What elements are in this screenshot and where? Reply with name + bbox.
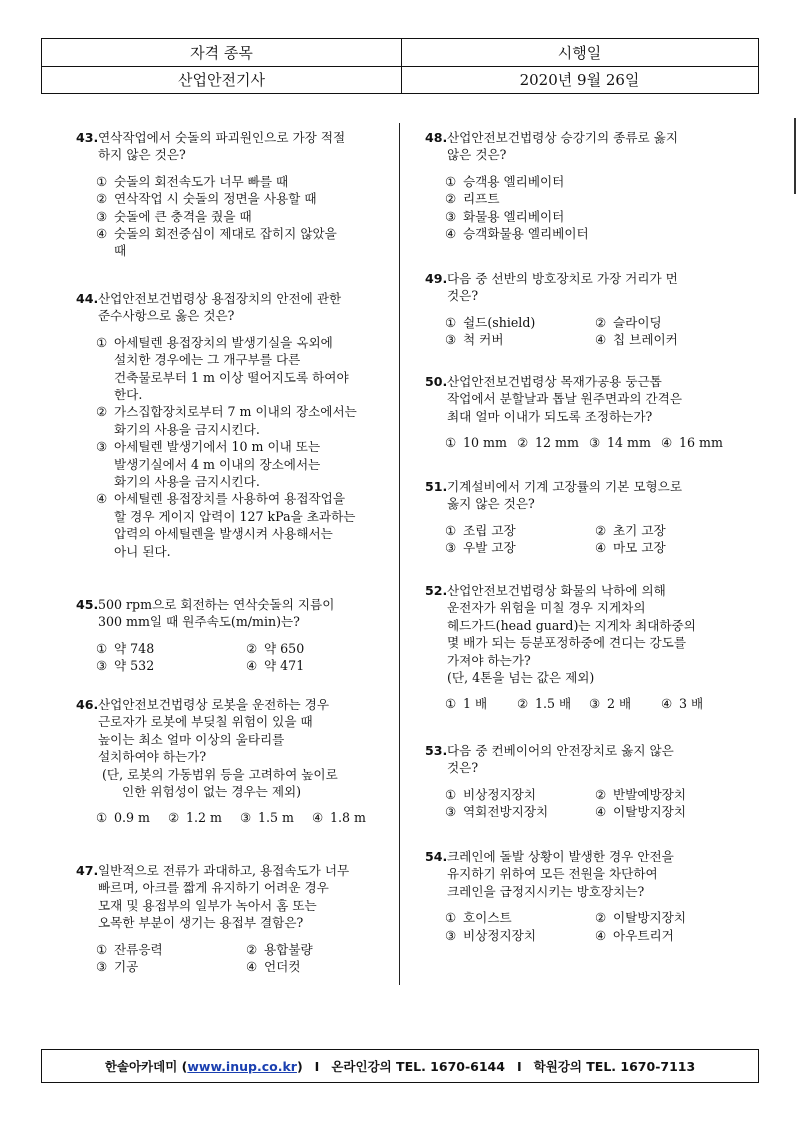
option-text: 조립 고장: [463, 522, 516, 538]
answer-option[interactable]: [595, 927, 745, 944]
answer-option[interactable]: [445, 314, 595, 331]
page-edge-mark: [794, 118, 796, 194]
question-stem-line: 운전자가 위험을 미칠 경우 지게차의: [447, 600, 646, 616]
option-marker: ③: [445, 804, 457, 820]
option-marker: ①: [96, 334, 108, 350]
question-stem-line: 설치하여야 하는가?: [98, 749, 207, 765]
question-52: [425, 582, 745, 713]
option-marker: ①: [96, 640, 108, 656]
option-marker: ③: [445, 927, 457, 943]
question-stem-line: 헤드가드(head guard)는 지게차 최대하중의: [447, 617, 696, 633]
answer-option[interactable]: [246, 640, 396, 657]
option-text: 약 471: [264, 658, 305, 674]
question-stem-line: 하지 않은 것은?: [98, 147, 186, 163]
option-text: 약 532: [114, 658, 155, 674]
question-stem-line: 옳지 않은 것은?: [447, 496, 535, 512]
answer-option[interactable]: [246, 958, 396, 975]
option-text: 리프트: [463, 191, 500, 207]
answer-option[interactable]: [96, 490, 386, 560]
option-marker: ④: [96, 491, 108, 507]
option-text: 화물용 엘리베이터: [463, 208, 565, 224]
option-list: [425, 314, 745, 349]
option-text: 2 배: [607, 696, 632, 712]
header-table: [41, 38, 759, 94]
answer-option[interactable]: [96, 438, 386, 490]
question-50: [425, 373, 745, 452]
option-text: 10 mm: [463, 435, 507, 451]
option-list: [425, 173, 745, 243]
answer-option[interactable]: [517, 695, 589, 712]
option-marker: ①: [96, 941, 108, 957]
footer-online: 온라인강의 TEL. 1670-6144: [331, 1059, 505, 1074]
answer-option[interactable]: [445, 909, 595, 926]
answer-option[interactable]: [96, 809, 168, 826]
question-number: 54.: [425, 849, 448, 864]
question-stem-line: 빠르며, 아크를 짧게 유지하기 어려운 경우: [98, 880, 329, 896]
option-marker: ②: [445, 191, 457, 207]
option-marker: ③: [96, 658, 108, 674]
option-marker: ④: [595, 804, 607, 820]
option-text: 반발예방장치: [613, 786, 686, 802]
footer-separator: I: [314, 1058, 320, 1074]
question-stem-line: 산업안전보건법령상 화물의 낙하에 의해: [447, 583, 666, 598]
question-stem-line: 산업안전보건법령상 용접장치의 안전에 관한: [98, 291, 342, 306]
option-marker: ②: [246, 640, 258, 656]
question-stem-line: 최대 얼마 이내가 되도록 조정하는가?: [447, 408, 653, 424]
question-number: 51.: [425, 479, 448, 494]
answer-option[interactable]: [240, 809, 312, 826]
option-list: [425, 522, 745, 557]
question-stem-line: 500 rpm으로 회전하는 연삭숫돌의 지름이: [98, 597, 335, 612]
question-45: [76, 596, 386, 675]
option-text: 척 커버: [463, 332, 504, 348]
answer-option[interactable]: [445, 786, 595, 803]
option-marker: ①: [445, 173, 457, 189]
option-text: 아세틸렌 발생기에서 10 m 이내 또는: [114, 439, 321, 455]
option-text-continued: 압력의 아세틸렌을 발생시켜 사용해서는: [114, 526, 333, 542]
question-note-line: 인한 위험성이 없는 경우는 제외): [122, 784, 302, 800]
option-text: 16 mm: [679, 435, 723, 451]
option-list: [425, 909, 745, 944]
option-marker: ③: [445, 208, 457, 224]
answer-option[interactable]: [595, 539, 745, 556]
question-stem-line: 산업안전보건법령상 로봇을 운전하는 경우: [98, 697, 329, 712]
option-marker: ②: [517, 696, 529, 712]
option-text-continued: 설치한 경우에는 그 개구부를 다른: [114, 352, 301, 368]
answer-option[interactable]: [445, 803, 595, 820]
option-text-continued: 건축물로부터 1 m 이상 떨어지도록 하여야: [114, 369, 349, 385]
option-text: 우발 고장: [463, 540, 516, 556]
option-text-continued: 할 경우 게이지 압력이 127 kPa을 초과하는: [114, 508, 356, 524]
answer-option[interactable]: [661, 695, 733, 712]
answer-option[interactable]: [595, 331, 745, 348]
option-marker: ④: [246, 658, 258, 674]
answer-option[interactable]: [445, 208, 745, 225]
option-marker: ③: [589, 435, 601, 451]
option-marker: ①: [445, 314, 457, 330]
option-text: 마모 고장: [613, 540, 666, 556]
question-stem-line: 크레인에 돌발 상황이 발생한 경우 안전을: [447, 849, 674, 864]
option-text: 0.9 m: [114, 810, 150, 826]
option-text: 승객용 엘리베이터: [463, 173, 565, 189]
option-text: 14 mm: [607, 435, 651, 451]
option-marker: ①: [445, 522, 457, 538]
column-divider: [399, 123, 400, 985]
option-marker: ④: [312, 810, 324, 826]
question-stem-line: 유지하기 위하여 모든 전원을 차단하여: [447, 866, 658, 882]
answer-option[interactable]: [445, 695, 517, 712]
answer-option[interactable]: [168, 809, 240, 826]
answer-option[interactable]: [445, 331, 595, 348]
question-stem-line: 것은?: [447, 288, 479, 304]
header-date-label: 시행일: [557, 44, 602, 62]
question-stem-line: 모재 및 용접부의 일부가 녹아서 홈 또는: [98, 897, 317, 913]
footer-separator: I: [516, 1058, 522, 1074]
option-list: [425, 695, 745, 712]
question-stem-line: 다음 중 컨베이어의 안전장치로 옳지 않은: [447, 743, 674, 758]
option-text: 1.8 m: [330, 810, 366, 826]
question-number: 44.: [76, 291, 99, 306]
option-marker: ④: [595, 540, 607, 556]
option-text: 1.2 m: [186, 810, 222, 826]
question-stem-line: 준수사항으로 옳은 것은?: [98, 308, 235, 324]
option-marker: ③: [240, 810, 252, 826]
option-text: 언더컷: [264, 959, 301, 975]
option-text: 3 배: [679, 696, 704, 712]
question-number: 53.: [425, 743, 448, 758]
option-marker: ③: [96, 439, 108, 455]
option-text: 쉴드(shield): [463, 314, 536, 330]
header-date: 2020년 9월 26일: [519, 71, 640, 89]
option-text: 슬라이딩: [613, 314, 662, 330]
option-text-continued: 때: [114, 243, 127, 259]
header-subject-label: 자격 종목: [42, 39, 402, 66]
option-marker: ③: [445, 540, 457, 556]
question-stem-line: 작업에서 분할날과 톱날 원주면과의 간격은: [447, 391, 682, 407]
answer-option[interactable]: [589, 695, 661, 712]
question-43: [76, 129, 386, 260]
answer-option[interactable]: [96, 173, 386, 190]
option-list: [76, 809, 386, 826]
option-marker: ①: [445, 435, 457, 451]
answer-option[interactable]: [661, 434, 733, 451]
option-list: [425, 786, 745, 821]
option-marker: ③: [589, 696, 601, 712]
question-number: 47.: [76, 863, 99, 878]
option-text: 칩 브레이커: [613, 332, 678, 348]
question-stem-line: 오목한 부분이 생기는 용접부 결함은?: [98, 915, 304, 931]
option-marker: ④: [246, 959, 258, 975]
option-text: 1.5 배: [535, 696, 572, 712]
option-text: 잔류응력: [114, 941, 163, 957]
answer-option[interactable]: [96, 208, 386, 225]
option-marker: ②: [595, 910, 607, 926]
answer-option[interactable]: [445, 539, 595, 556]
option-marker: ②: [595, 314, 607, 330]
option-marker: ②: [595, 522, 607, 538]
question-stem-line: 다음 중 선반의 방호장치로 가장 거리가 먼: [447, 271, 678, 286]
question-number: 52.: [425, 583, 448, 598]
option-text: 초기 고장: [613, 522, 666, 538]
question-47: [76, 862, 386, 975]
option-text: 용합불량: [264, 941, 313, 957]
option-list: [425, 434, 745, 451]
question-46: [76, 696, 386, 827]
answer-option[interactable]: [595, 803, 745, 820]
option-text: 아우트리거: [613, 927, 674, 943]
option-list: [76, 334, 386, 560]
option-text-continued: 아니 된다.: [114, 543, 171, 559]
option-marker: ①: [445, 786, 457, 802]
question-stem-line: 몇 배가 되는 등분포정하중에 견디는 강도를: [447, 635, 686, 651]
option-text-continued: 화기의 사용을 금지시킨다.: [114, 421, 260, 437]
option-list: [76, 941, 386, 976]
option-marker: ④: [445, 226, 457, 242]
answer-option[interactable]: [96, 640, 246, 657]
footer: 한솔아카데미 ( www.inup.co.kr ) I 온라인강의 TEL. 1670-6144 I 학원강의 TEL. 1670-7113: [41, 1049, 759, 1083]
option-marker: ②: [96, 191, 108, 207]
answer-option[interactable]: [445, 173, 745, 190]
option-text: 아세틸렌 용접장치를 사용하여 용접작업을: [114, 491, 345, 507]
question-stem-line: 산업안전보건법령상 승강기의 종류로 옳지: [447, 130, 678, 145]
option-marker: ④: [96, 226, 108, 242]
question-stem-line: 산업안전보건법령상 목재가공용 둥근톱: [447, 374, 662, 389]
answer-option[interactable]: [595, 314, 745, 331]
option-text: 기공: [114, 959, 139, 975]
option-text: 승객화물용 엘리베이터: [463, 226, 589, 242]
question-number: 46.: [76, 697, 99, 712]
answer-option[interactable]: [517, 434, 589, 451]
option-list: [76, 173, 386, 260]
option-text: 약 650: [264, 640, 305, 656]
option-marker: ④: [595, 332, 607, 348]
question-44: [76, 290, 386, 560]
question-stem-line: 가져야 하는가?: [447, 652, 531, 668]
option-text: 이탈방지장치: [613, 804, 686, 820]
option-marker: ②: [96, 404, 108, 420]
option-text-continued: 발생기실에서 4 m 이내의 장소에서는: [114, 456, 321, 472]
option-marker: ①: [445, 696, 457, 712]
option-text: 아세틸렌 용접장치의 발생기실을 옥외에: [114, 334, 333, 350]
answer-option[interactable]: [96, 225, 386, 260]
answer-option[interactable]: [445, 927, 595, 944]
question-stem-line: 근로자가 로봇에 부딪칠 위험이 있을 때: [98, 714, 313, 730]
question-stem-line: 않은 것은?: [447, 147, 507, 163]
footer-link[interactable]: www.inup.co.kr: [187, 1058, 297, 1074]
question-number: 43.: [76, 130, 99, 145]
option-text-continued: 화기의 사용을 금지시킨다.: [114, 474, 260, 490]
answer-option[interactable]: [246, 941, 396, 958]
question-stem-line: 크레인을 급정지시키는 방호장치는?: [447, 883, 645, 899]
option-marker: ②: [168, 810, 180, 826]
question-number: 48.: [425, 130, 448, 145]
question-stem-line: 것은?: [447, 760, 479, 776]
option-text: 약 748: [114, 640, 155, 656]
option-marker: ①: [96, 810, 108, 826]
question-51: [425, 478, 745, 557]
answer-option[interactable]: [96, 334, 386, 404]
footer-academy: 한솔아카데미: [104, 1059, 178, 1074]
option-list: [76, 640, 386, 675]
option-marker: ②: [595, 786, 607, 802]
option-text: 이탈방지장치: [613, 910, 686, 926]
option-marker: ②: [517, 435, 529, 451]
answer-option[interactable]: [96, 190, 386, 207]
option-marker: ④: [661, 696, 673, 712]
answer-option[interactable]: [589, 434, 661, 451]
option-marker: ①: [445, 910, 457, 926]
question-stem-line: 연삭작업에서 숫돌의 파괴원인으로 가장 적절: [98, 130, 346, 145]
question-54: [425, 848, 745, 944]
question-number: 49.: [425, 271, 448, 286]
answer-option[interactable]: [445, 225, 745, 242]
question-stem-line: 높이는 최소 얼마 이상의 울타리를: [98, 731, 285, 747]
question-stem-line: (단, 4톤을 넘는 값은 제외): [447, 670, 595, 686]
question-stem-line: 기계설비에서 기계 고장률의 기본 모형으로: [447, 479, 682, 494]
option-text: 호이스트: [463, 910, 512, 926]
question-49: [425, 270, 745, 349]
answer-option[interactable]: [595, 786, 745, 803]
header-subject: 산업안전기사: [42, 66, 402, 93]
question-53: [425, 742, 745, 821]
answer-option[interactable]: [445, 434, 517, 451]
answer-option[interactable]: [96, 941, 246, 958]
option-marker: ③: [96, 959, 108, 975]
option-text: 12 mm: [535, 435, 579, 451]
answer-option[interactable]: [595, 909, 745, 926]
option-text: 역회전방지장치: [463, 804, 549, 820]
option-marker: ④: [595, 927, 607, 943]
option-text: 1.5 m: [258, 810, 294, 826]
question-stem-line: 300 mm일 때 원주속도(m/min)는?: [98, 614, 300, 630]
option-marker: ③: [96, 208, 108, 224]
option-text-continued: 한다.: [114, 387, 143, 403]
question-48: [425, 129, 745, 242]
option-marker: ③: [445, 332, 457, 348]
option-text: 숫돌의 회전중심이 제대로 잡히지 않았을: [114, 226, 337, 242]
option-marker: ①: [96, 173, 108, 189]
option-text: 1 배: [463, 696, 488, 712]
answer-option[interactable]: [595, 522, 745, 539]
option-text: 숫돌에 큰 충격을 줬을 때: [114, 208, 252, 224]
option-marker: ②: [246, 941, 258, 957]
question-note-line: (단, 로봇의 가동범위 등을 고려하여 높이로: [102, 766, 338, 782]
question-number: 50.: [425, 374, 448, 389]
answer-option[interactable]: [312, 809, 384, 826]
answer-option[interactable]: [96, 657, 246, 674]
option-text: 연삭작업 시 숫돌의 정면을 사용할 때: [114, 191, 317, 207]
answer-option[interactable]: [96, 958, 246, 975]
option-text: 비상정지장치: [463, 927, 536, 943]
answer-option[interactable]: [445, 190, 745, 207]
question-stem-line: 일반적으로 전류가 과대하고, 용접속도가 너무: [98, 863, 350, 878]
answer-option[interactable]: [246, 657, 396, 674]
answer-option[interactable]: [445, 522, 595, 539]
answer-option[interactable]: [96, 403, 386, 438]
option-text: 가스집합장치로부터 7 m 이내의 장소에서는: [114, 404, 357, 420]
footer-offline: 학원강의 TEL. 1670-7113: [533, 1059, 696, 1074]
question-number: 45.: [76, 597, 99, 612]
option-marker: ④: [661, 435, 673, 451]
option-text: 숫돌의 회전속도가 너무 빠를 때: [114, 173, 289, 189]
option-text: 비상정지장치: [463, 786, 536, 802]
